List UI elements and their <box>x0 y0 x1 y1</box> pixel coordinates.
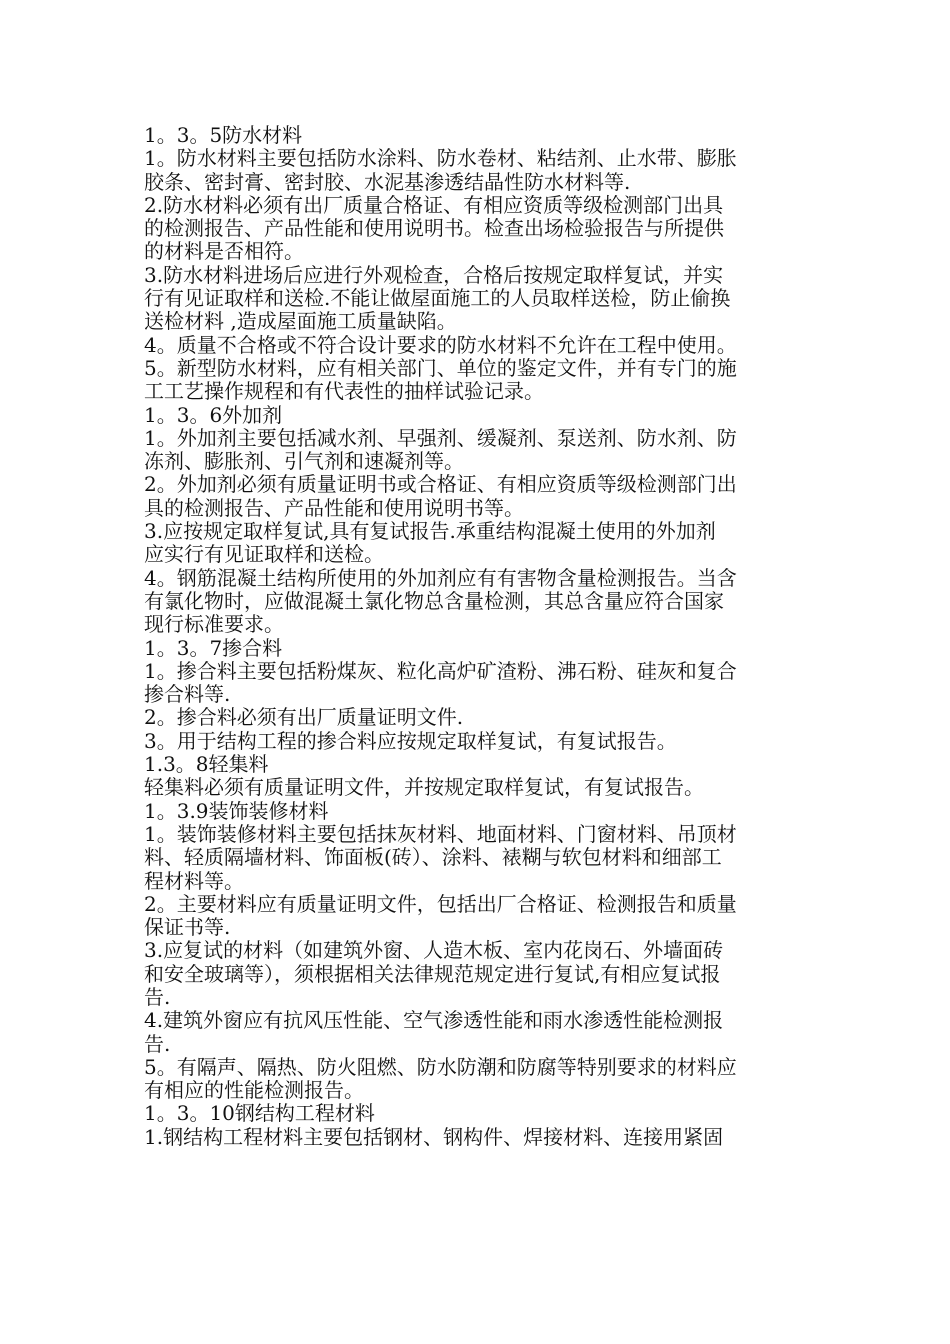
text-line: 1。装饰装修材料主要包括抹灰材料、地面材料、门窗材料、吊顶材 <box>144 821 737 846</box>
text-line: 2.防水材料必须有出厂质量合格证、有相应资质等级检测部门出具 <box>144 192 724 217</box>
text-line: 1.3。8轻集料 <box>144 752 269 777</box>
text-line: 的材料是否相符。 <box>144 239 304 264</box>
text-line: 1。3。10钢结构工程材料 <box>144 1101 375 1126</box>
text-line: 1.钢结构工程材料主要包括钢材、钢构件、焊接材料、连接用紧固 <box>144 1124 724 1149</box>
text-line: 3.应按规定取样复试,具有复试报告.承重结构混凝土使用的外加剂 <box>144 519 716 544</box>
text-line: 程材料等。 <box>144 868 244 893</box>
text-line: 轻集料必须有质量证明文件，并按规定取样复试，有复试报告。 <box>144 775 704 800</box>
text-line: 有相应的性能检测报告。 <box>144 1078 364 1103</box>
text-line: 5。新型防水材料，应有相关部门、单位的鉴定文件，并有专门的施 <box>144 355 737 380</box>
text-line: 保证书等. <box>144 915 231 940</box>
text-line: 1。防水材料主要包括防水涂料、防水卷材、粘结剂、止水带、膨胀 <box>144 146 737 171</box>
text-line: 4.建筑外窗应有抗风压性能、空气渗透性能和雨水渗透性能检测报 <box>144 1008 724 1033</box>
text-line: 5。有隔声、隔热、防火阻燃、防水防潮和防腐等特别要求的材料应 <box>144 1054 737 1079</box>
text-line: 料、轻质隔墙材料、饰面板(砖）、涂料、裱糊与软包材料和细部工 <box>144 845 722 870</box>
text-line: 1。3。7掺合料 <box>144 635 283 660</box>
text-line: 2。外加剂必须有质量证明书或合格证、有相应资质等级检测部门出 <box>144 472 737 497</box>
text-line: 1。掺合料主要包括粉煤灰、粒化高炉矿渣粉、沸石粉、硅灰和复合 <box>144 658 737 683</box>
text-line: 和安全玻璃等），须根据相关法律规范规定进行复试,有相应复试报 <box>144 961 721 986</box>
text-line: 有氯化物时，应做混凝土氯化物总含量检测，其总含量应符合国家 <box>144 588 724 613</box>
text-line: 3.防水材料进场后应进行外观检查，合格后按规定取样复试，并实 <box>144 262 724 287</box>
text-line: 2。掺合料必须有出厂质量证明文件. <box>144 705 464 730</box>
text-line: 1。3。6外加剂 <box>144 402 283 427</box>
text-line: 3.应复试的材料（如建筑外窗、人造木板、室内花岗石、外墙面砖 <box>144 938 724 963</box>
text-line: 4。质量不合格或不符合设计要求的防水材料不允许在工程中使用。 <box>144 332 737 357</box>
text-line: 1。3。5防水材料 <box>144 123 303 147</box>
text-line: 4。钢筋混凝土结构所使用的外加剂应有有害物含量检测报告。当含 <box>144 565 737 590</box>
text-line: 1。3.9装饰装修材料 <box>144 798 329 823</box>
text-line: 告. <box>144 1031 171 1056</box>
text-line: 行有见证取样和送检.不能让做屋面施工的人员取样送检，防止偷换 <box>144 286 731 311</box>
text-line: 应实行有见证取样和送检。 <box>144 542 384 567</box>
text-line: 现行标准要求。 <box>144 612 284 637</box>
text-line: 冻剂、膨胀剂、引气剂和速凝剂等。 <box>144 449 464 474</box>
text-line: 告. <box>144 984 171 1009</box>
text-line: 1。外加剂主要包括减水剂、早强剂、缓凝剂、泵送剂、防水剂、防 <box>144 425 737 450</box>
text-line: 胶条、密封膏、密封胶、水泥基渗透结晶性防水材料等. <box>144 169 631 194</box>
document-body <box>144 124 814 1149</box>
text-line: 具的检测报告、产品性能和使用说明书等。 <box>144 495 524 520</box>
text-line: 3。用于结构工程的掺合料应按规定取样复试，有复试报告。 <box>144 728 677 753</box>
text-line: 掺合料等. <box>144 682 231 707</box>
text-line: 送检材料 ,造成屋面施工质量缺陷。 <box>144 309 457 334</box>
text-line: 2。主要材料应有质量证明文件，包括出厂合格证、检测报告和质量 <box>144 891 737 916</box>
text-line: 的检测报告、产品性能和使用说明书。检查出场检验报告与所提供 <box>144 216 724 241</box>
text-line: 工工艺操作规程和有代表性的抽样试验记录。 <box>144 379 544 404</box>
